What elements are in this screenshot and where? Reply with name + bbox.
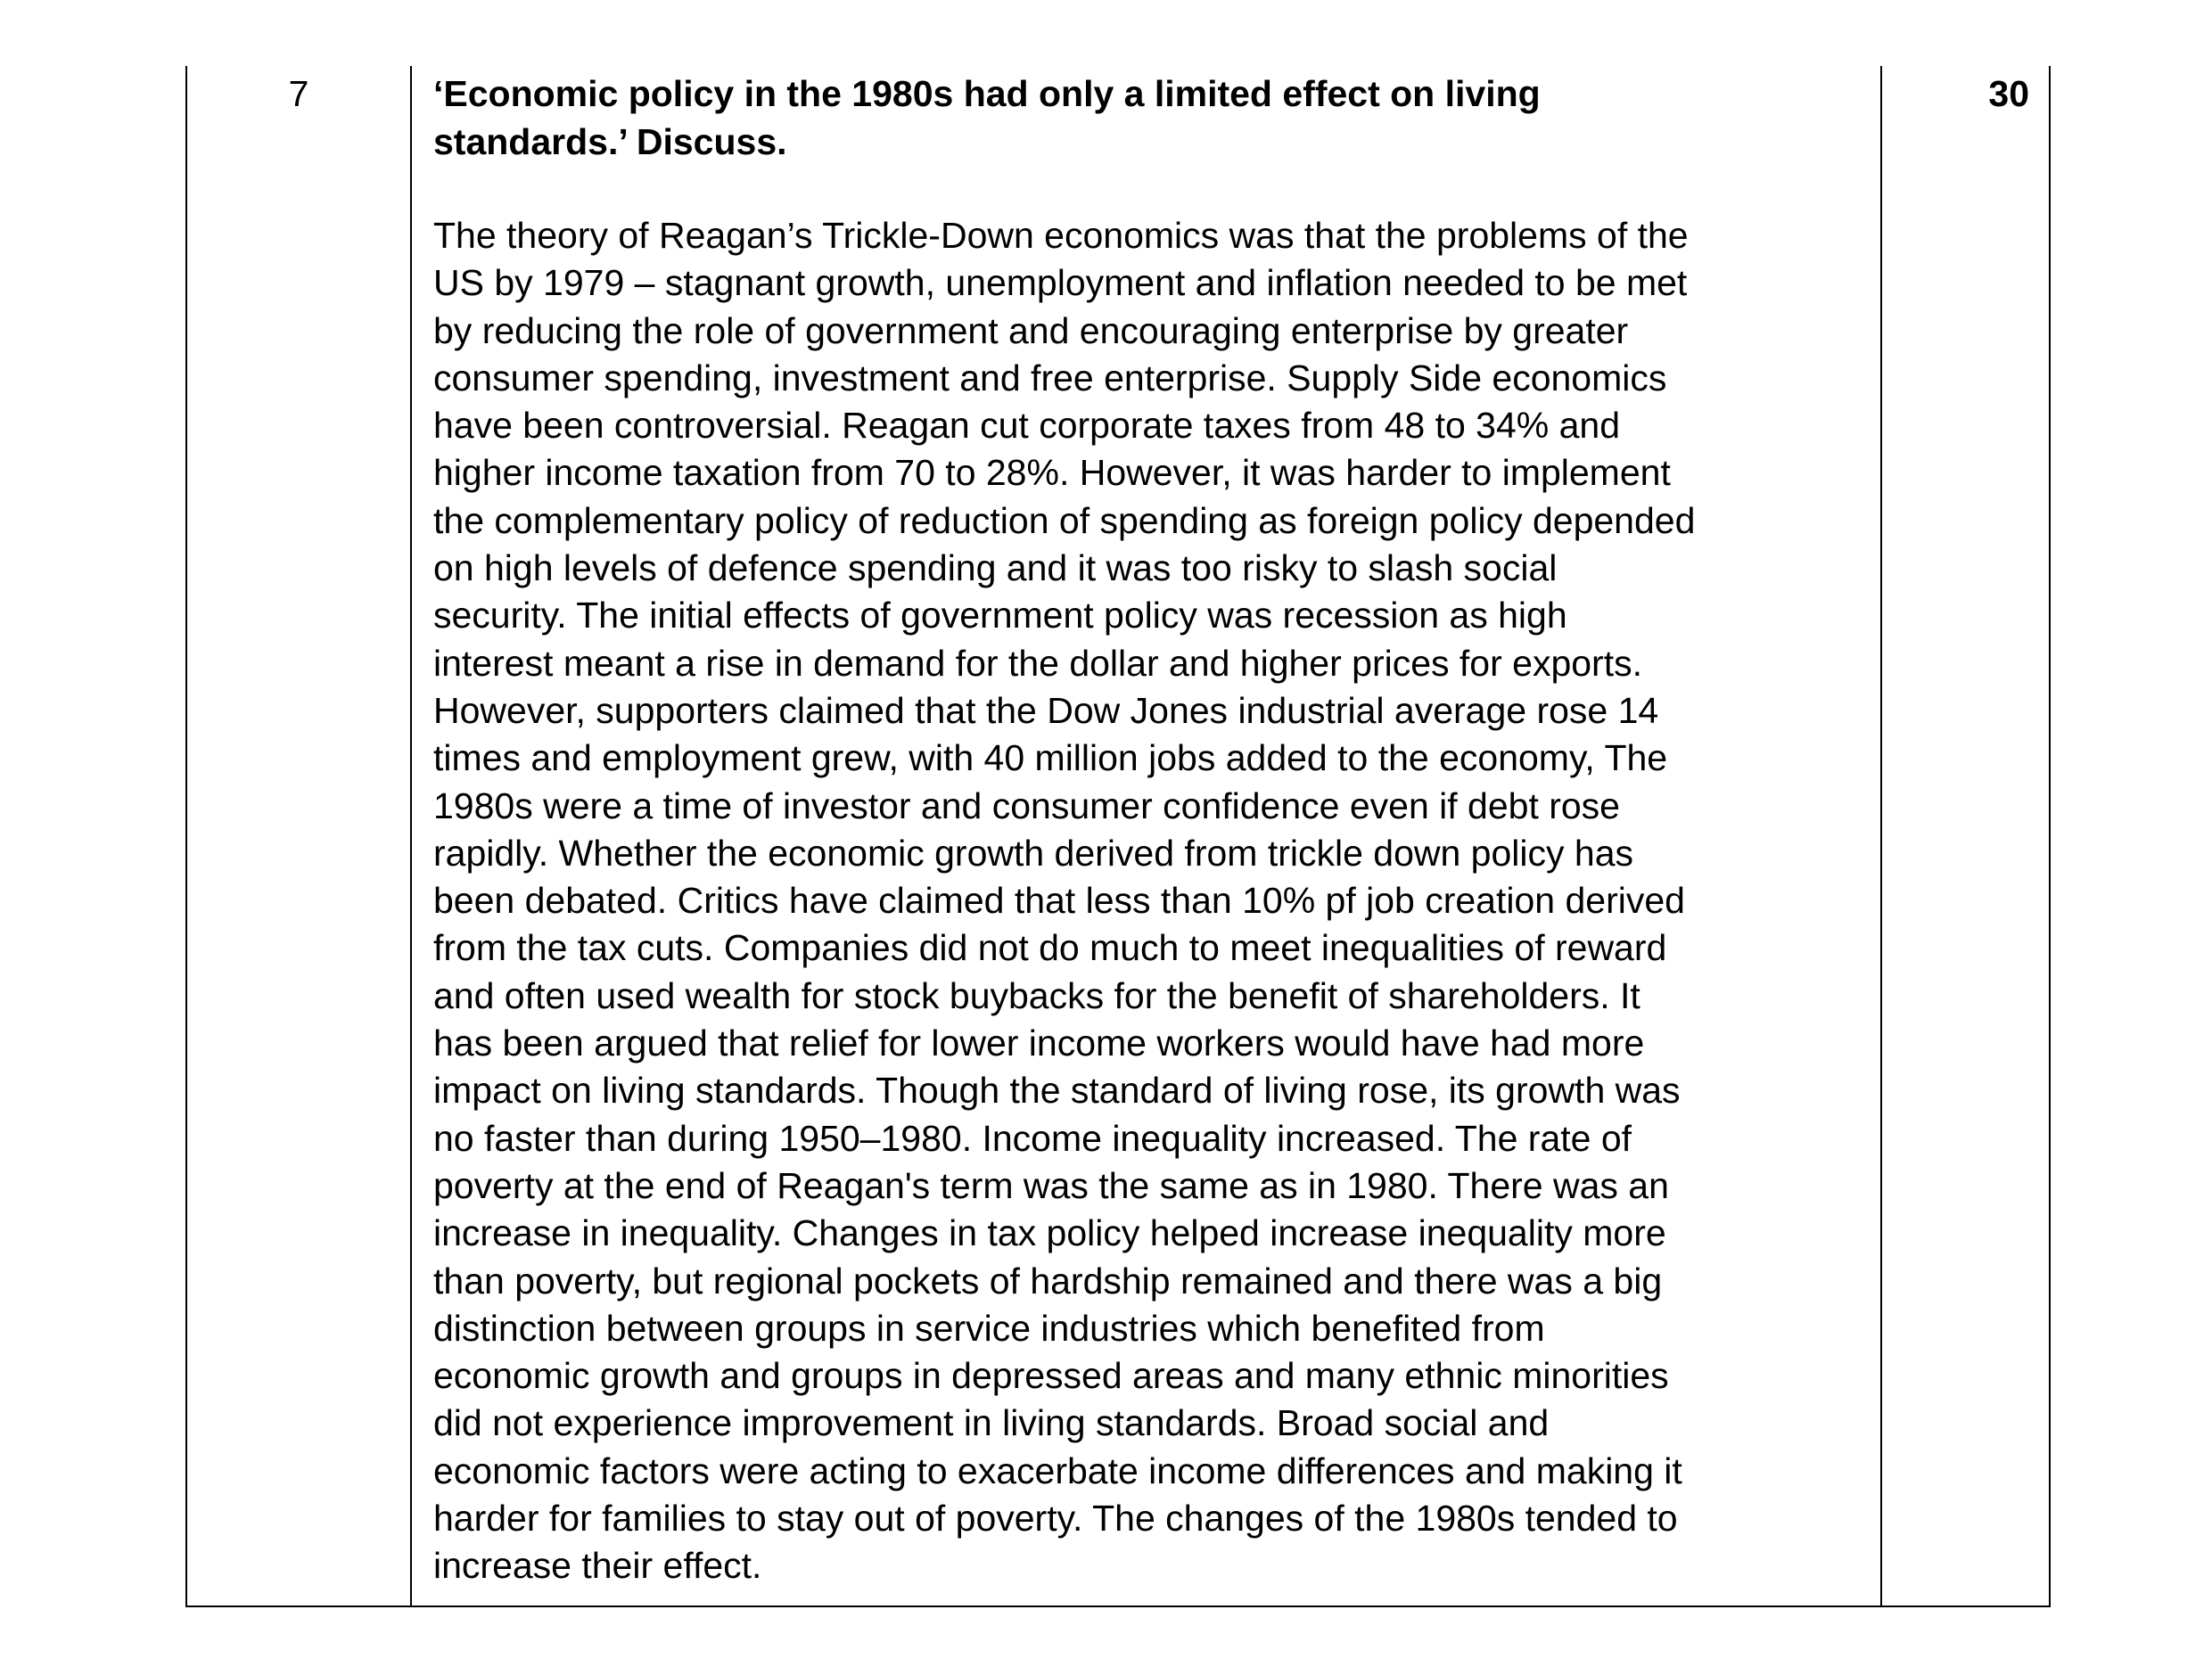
answer-line: poverty at the end of Reagan's term was the same as in 1980. There was an [433,1164,1669,1206]
question-content [433,66,1860,1590]
column-divider-left [410,66,412,1606]
answer-text [433,212,1860,1590]
answer-line: and often used wealth for stock buybacks for the benefit of shareholders. It [433,974,1640,1016]
answer-line: higher income taxation from 70 to 28%. However, it was harder to implement [433,452,1671,494]
answer-line: 1980s were a time of investor and consumer confidence even if debt rose [433,784,1620,826]
question-text: ‘Economic policy in the 1980s had only a limited effect on living standards.’ Discuss. [433,73,1541,162]
answer-line: economic factors were acting to exacerbate income differences and making it [433,1450,1682,1491]
answer-line: did not experience improvement in living standards. Broad social and [433,1402,1550,1444]
answer-line: has been argued that relief for lower income workers would have had more [433,1023,1645,1064]
answer-line: than poverty, but regional pockets of hardship remained and there was a big [433,1260,1663,1302]
answer-line: impact on living standards. Though the standard of living rose, its growth was [433,1070,1681,1112]
answer-line: distinction between groups in service industries which benefited from [433,1307,1545,1349]
answer-line: US by 1979 – stagnant growth, unemployment and inflation needed to be met [433,262,1688,304]
answer-line: interest meant a rise in demand for the dollar and higher prices for exports. [433,642,1642,684]
answer-line: times and employment grew, with 40 million jobs added to the economy, The [433,737,1668,779]
answer-line: However, supporters claimed that the Dow Jones industrial average rose 14 [433,689,1659,731]
question-number: 7 [288,73,309,114]
answer-line: security. The initial effects of government policy was recession as high [433,595,1567,636]
answer-line: on high levels of defence spending and it was too risky to slash social [433,547,1558,589]
answer-line: increase in inequality. Changes in tax policy helped increase inequality more [433,1212,1666,1254]
answer-line: harder for families to stay out of poverty. The changes of the 1980s tended to [433,1498,1678,1540]
answer-line: The theory of Reagan’s Trickle-Down economics was that the problems of the [433,215,1689,256]
answer-line: by reducing the role of government and encouraging enterprise by greater [433,309,1629,351]
answer-line: no faster than during 1950–1980. Income inequality increased. The rate of [433,1117,1632,1159]
answer-line: the complementary policy of reduction of spending as foreign policy depended [433,499,1696,541]
answer-line: increase their effect. [433,1545,762,1587]
answer-line: been debated. Critics have claimed that less than 10% pf job creation derived [433,880,1685,922]
mark-scheme-table [185,66,2051,1607]
answer-line: from the tax cuts. Companies did not do much to meet inequalities of reward [433,927,1667,969]
column-divider-right [1880,66,1882,1606]
answer-line: economic growth and groups in depressed areas and many ethnic minorities [433,1355,1669,1397]
answer-line: have been controversial. Reagan cut corporate taxes from 48 to 34% and [433,405,1621,447]
marks-value: 30 [1988,73,2029,114]
answer-line: rapidly. Whether the economic growth derived from trickle down policy has [433,832,1633,874]
answer-line: consumer spending, investment and free enterprise. Supply Side economics [433,357,1667,398]
